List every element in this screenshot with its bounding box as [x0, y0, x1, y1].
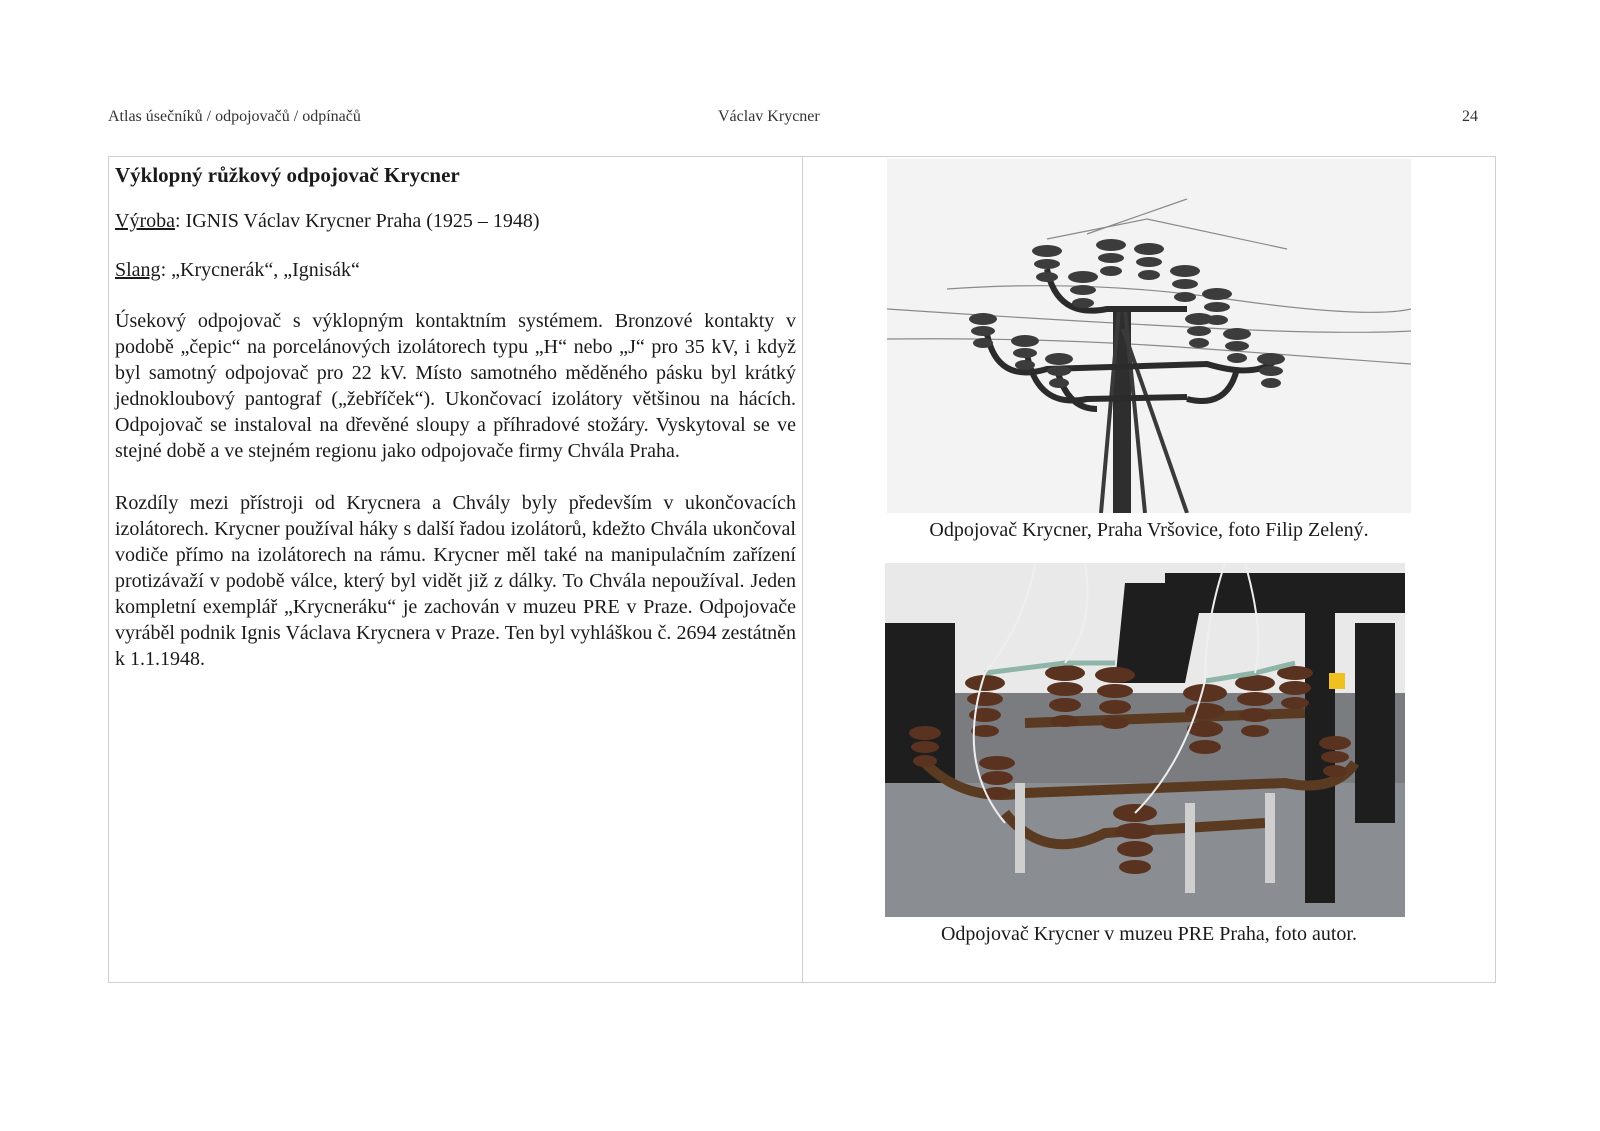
manufacture-value: : IGNIS Václav Krycner Praha (1925 – 1948): [174, 210, 540, 232]
header-author: Václav Krycner: [718, 108, 820, 125]
photo-museum-disconnector: [885, 563, 1405, 917]
slang-value: : „Krycnerák“, „Ignisák“: [160, 259, 360, 281]
photo-pole-disconnector: [887, 159, 1411, 513]
image-column: [803, 157, 1495, 982]
text-column: [109, 157, 803, 982]
manufacture-field: [115, 210, 796, 233]
description-paragraph-2: Rozdíly mezi přístroji od Krycnera a Chvály byly především v ukončovacích izolátorech. Krycner používal háky s další řadou izolátorů, kdežto Chvála ukončoval vodiče přímo na izolátorech na rámu. Krycner měl také na manipulačním zařízení protizávaží v podobě válce, který byl vidět již z dálky. To Chvála nepoužíval. Jeden kompletní exemplář „Krycneráku“ je zachován v muzeu PRE v Praze. Odpojovače vyráběl podnik Ignis Václava Krycnera v Praze. Ten byl vyhláškou č. 2694 zestátněn k 1.1.1948.: [115, 492, 796, 670]
slang-field: [115, 259, 796, 282]
photo-caption-1: Odpojovač Krycner, Praha Vršovice, foto Filip Zelený.: [929, 519, 1369, 541]
manufacture-label: Výroba: [115, 210, 175, 232]
header-left: Atlas úsečníků / odpojovačů / odpínačů: [108, 108, 361, 125]
photo-caption-2: Odpojovač Krycner v muzeu PRE Praha, foto autor.: [940, 923, 1357, 945]
slang-label: Slang: [115, 259, 161, 281]
content-table: [108, 156, 1496, 983]
section-title: Výklopný růžkový odpojovač Krycner: [115, 163, 460, 187]
page-number: 24: [1462, 108, 1478, 125]
description-paragraph-1: Úsekový odpojovač s výklopným kontaktním systémem. Bronzové kontakty v podobě „čepic“ na porcelánových izolátorech typu „H“ nebo „J“ pro 35 kV, i když byl samotný odpojovač pro 22 kV. Místo samotného měděného pásku byl krátký jednokloubový pantograf („žebříček“). Ukončovací izolátory většinou na hácích. Odpojovač se instaloval na dřevěné sloupy a příhradové stožáry. Vyskytoval se ve stejné době a ve stejném regionu jako odpojovače firmy Chvála Praha.: [115, 310, 796, 462]
